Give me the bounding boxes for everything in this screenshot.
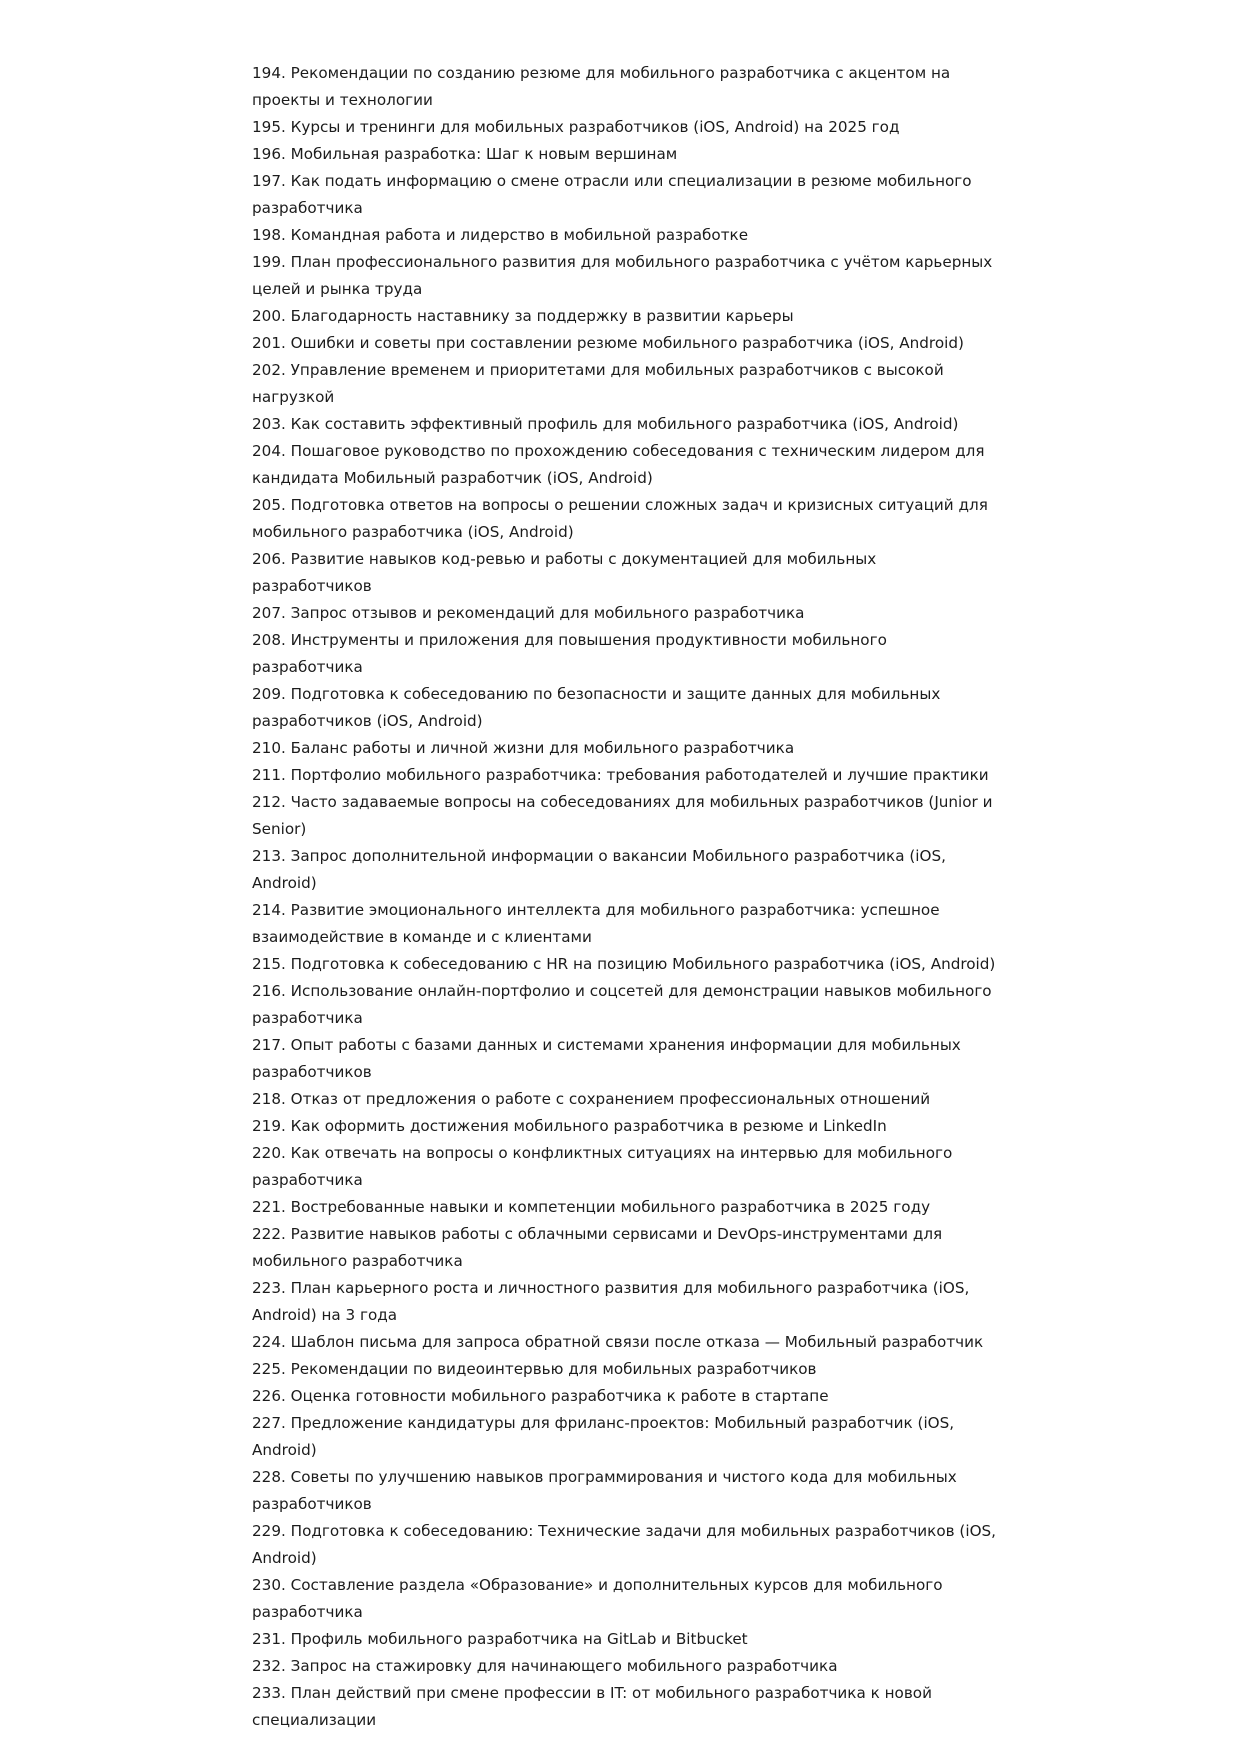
list-item: 200. Благодарность наставнику за поддержку в развитии карьеры xyxy=(252,307,794,325)
list-item: 219. Как оформить достижения мобильного разработчика в резюме и LinkedIn xyxy=(252,1117,887,1135)
list-item: 229. Подготовка к собеседованию: Технические задачи для мобильных разработчиков (iOS, Android) xyxy=(252,1522,996,1567)
list-item: 224. Шаблон письма для запроса обратной связи после отказа — Мобильный разработчик xyxy=(252,1333,984,1351)
list-item: 225. Рекомендации по видеоинтервью для мобильных разработчиков xyxy=(252,1360,817,1378)
list-item: 210. Баланс работы и личной жизни для мобильного разработчика xyxy=(252,739,795,757)
list-item: 230. Составление раздела «Образование» и дополнительных курсов для мобильного разработчика xyxy=(252,1576,943,1621)
list-item: 233. План действий при смене профессии в IT: от мобильного разработчика к новой специализации xyxy=(252,1684,932,1729)
list-item: 228. Советы по улучшению навыков программирования и чистого кода для мобильных разработчиков xyxy=(252,1468,957,1513)
list-item: 232. Запрос на стажировку для начинающего мобильного разработчика xyxy=(252,1657,838,1675)
list-item: 208. Инструменты и приложения для повышения продуктивности мобильного разработчика xyxy=(252,631,887,676)
list-item: 198. Командная работа и лидерство в мобильной разработке xyxy=(252,226,749,244)
list-item: 221. Востребованные навыки и компетенции мобильного разработчика в 2025 году xyxy=(252,1198,931,1216)
list-item: 194. Рекомендации по созданию резюме для мобильного разработчика с акцентом на проекты и технологии xyxy=(252,64,951,109)
list-item: 226. Оценка готовности мобильного разработчика к работе в стартапе xyxy=(252,1387,829,1405)
document-page xyxy=(252,60,997,1734)
list-item: 217. Опыт работы с базами данных и системами хранения информации для мобильных разработчиков xyxy=(252,1036,961,1081)
list-item: 212. Часто задаваемые вопросы на собеседованиях для мобильных разработчиков (Junior и Senior) xyxy=(252,793,993,838)
list-item: 220. Как отвечать на вопросы о конфликтных ситуациях на интервью для мобильного разработчика xyxy=(252,1144,953,1189)
list-item: 199. План профессионального развития для мобильного разработчика с учётом карьерных целей и рынка труда xyxy=(252,253,993,298)
list-item: 231. Профиль мобильного разработчика на GitLab и Bitbucket xyxy=(252,1630,748,1648)
list-item: 195. Курсы и тренинги для мобильных разработчиков (iOS, Android) на 2025 год xyxy=(252,118,900,136)
list-item: 215. Подготовка к собеседованию с HR на позицию Мобильного разработчика (iOS, Android) xyxy=(252,955,996,973)
list-item: 227. Предложение кандидатуры для фриланс-проектов: Мобильный разработчик (iOS, Android) xyxy=(252,1414,955,1459)
list-item: 216. Использование онлайн-портфолио и соцсетей для демонстрации навыков мобильного разработчика xyxy=(252,982,992,1027)
list-item: 207. Запрос отзывов и рекомендаций для мобильного разработчика xyxy=(252,604,805,622)
list-item: 204. Пошаговое руководство по прохождению собеседования с техническим лидером для кандидата Мобильный разработчик (iOS, Android) xyxy=(252,442,985,487)
list-item: 203. Как составить эффективный профиль для мобильного разработчика (iOS, Android) xyxy=(252,415,959,433)
list-item: 206. Развитие навыков код-ревью и работы с документацией для мобильных разработчиков xyxy=(252,550,877,595)
list-item: 213. Запрос дополнительной информации о вакансии Мобильного разработчика (iOS, Android) xyxy=(252,847,946,892)
article-list xyxy=(252,60,997,1734)
list-item: 205. Подготовка ответов на вопросы о решении сложных задач и кризисных ситуаций для мобильного разработчика (iOS, Android) xyxy=(252,496,988,541)
list-item: 209. Подготовка к собеседованию по безопасности и защите данных для мобильных разработчиков (iOS, Android) xyxy=(252,685,941,730)
list-item: 211. Портфолио мобильного разработчика: требования работодателей и лучшие практики xyxy=(252,766,989,784)
list-item: 214. Развитие эмоционального интеллекта для мобильного разработчика: успешное взаимодействие в команде и с клиентами xyxy=(252,901,940,946)
list-item: 196. Мобильная разработка: Шаг к новым вершинам xyxy=(252,145,678,163)
list-item: 223. План карьерного роста и личностного развития для мобильного разработчика (iOS, Android) на 3 года xyxy=(252,1279,970,1324)
list-item: 218. Отказ от предложения о работе с сохранением профессиональных отношений xyxy=(252,1090,931,1108)
list-item: 202. Управление временем и приоритетами для мобильных разработчиков с высокой нагрузкой xyxy=(252,361,944,406)
list-item: 201. Ошибки и советы при составлении резюме мобильного разработчика (iOS, Android) xyxy=(252,334,964,352)
list-item: 197. Как подать информацию о смене отрасли или специализации в резюме мобильного разработчика xyxy=(252,172,972,217)
list-item: 222. Развитие навыков работы с облачными сервисами и DevOps-инструментами для мобильного разработчика xyxy=(252,1225,943,1270)
